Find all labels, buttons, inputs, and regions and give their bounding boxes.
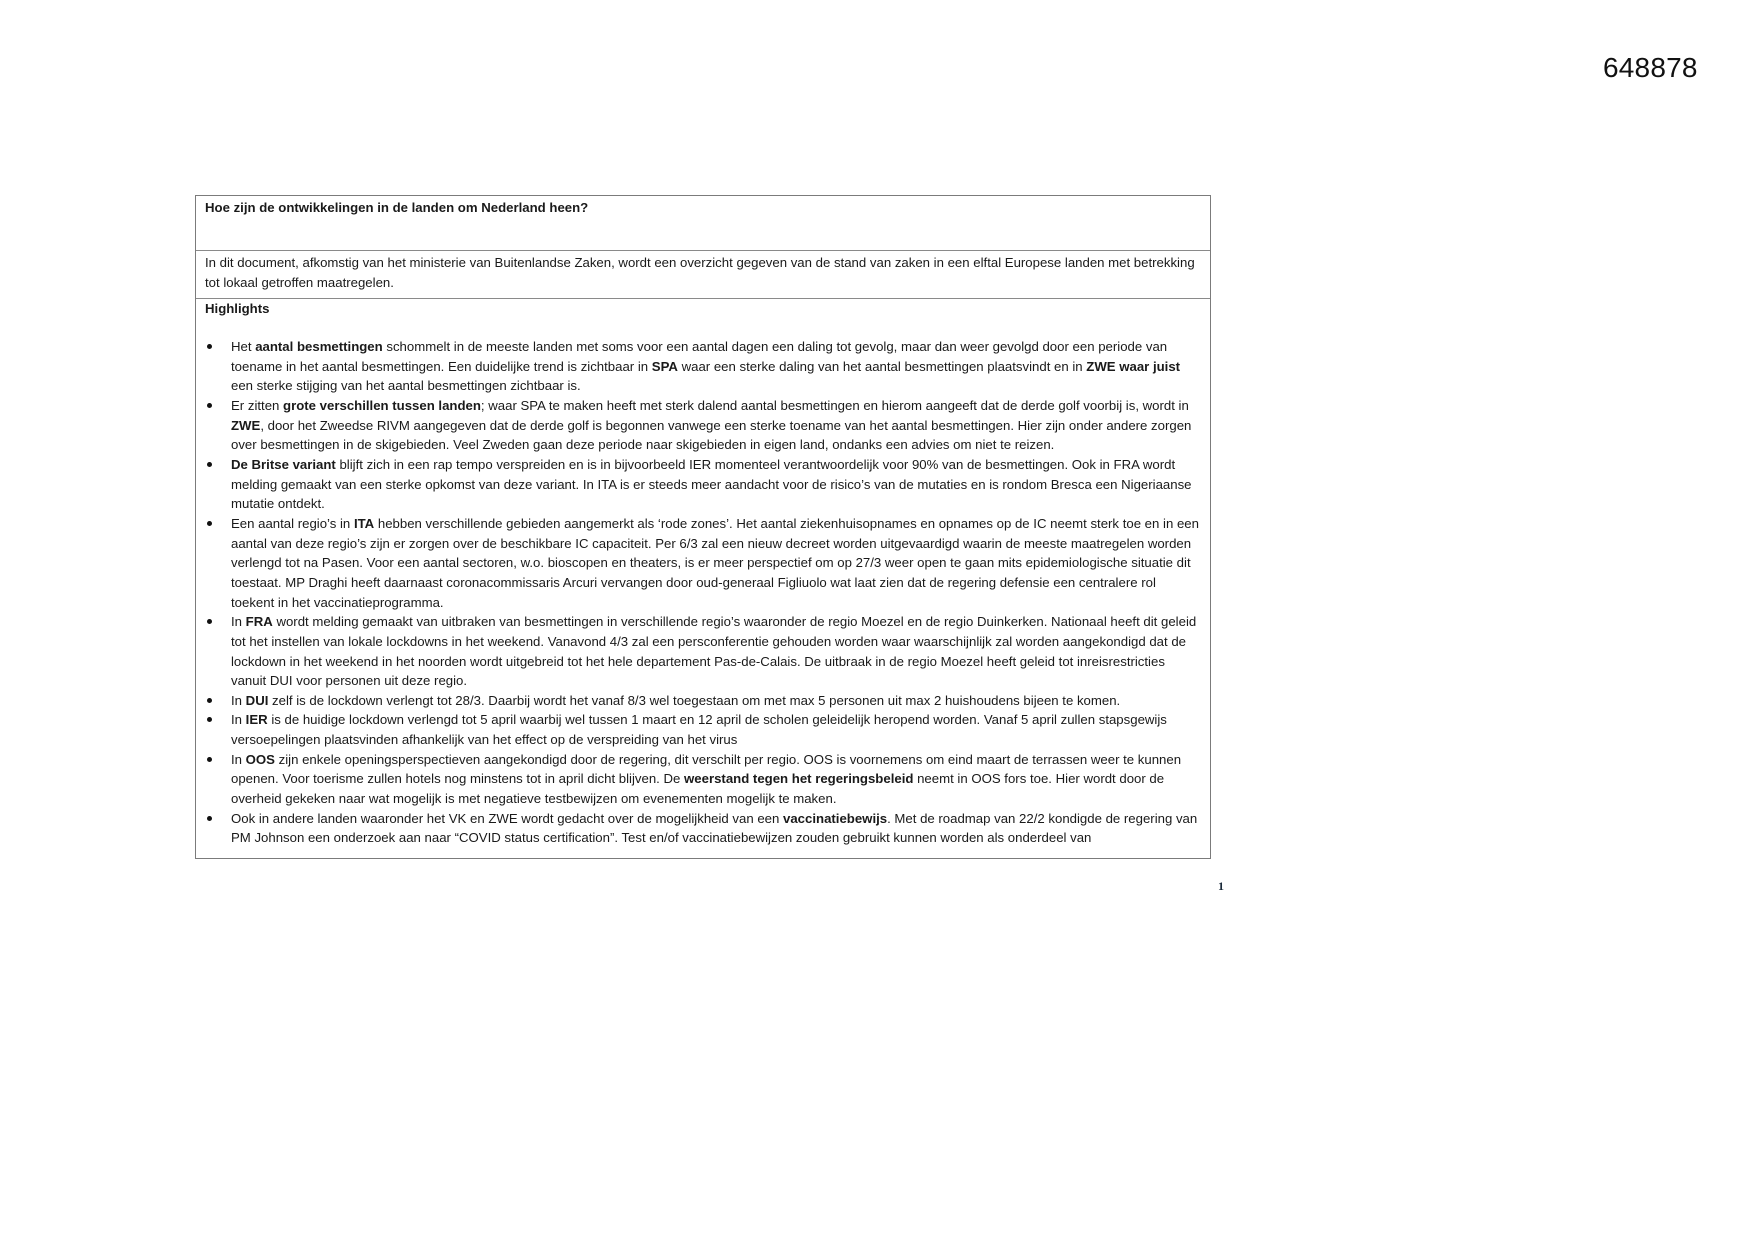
text-run: neemt in OOS fors toe. Hier wordt door de overheid gekeken naar wat mogelijk is met negatieve testbewijzen om evenementen mogelijk te maken.	[231, 771, 1165, 807]
bullet-icon	[207, 462, 212, 467]
highlight-item	[205, 337, 1201, 396]
bold-run: De Britse variant	[231, 456, 336, 472]
text-run: Het	[231, 339, 256, 354]
highlight-text	[231, 398, 1191, 452]
text-run: blijft zich in een rap tempo verspreiden en is in bijvoorbeeld IER momenteel verantwoordelijk voor 90% van de besmettingen. Ook in FRA wordt melding gemaakt van een sterke opkomst van deze variant. In ITA is er steeds meer aandacht voor de risico’s van de mutaties en is rondom Bresca een Nigeriaanse mutatie ontdekt.	[231, 456, 1192, 512]
bullet-icon	[207, 403, 212, 408]
highlight-text	[231, 693, 1120, 708]
bullet-icon	[207, 344, 212, 349]
highlight-item	[205, 691, 1201, 711]
bold-run: ITA	[353, 515, 375, 531]
text-run: is de huidige lockdown verlengd tot 5 april waarbij wel tussen 1 maart en 12 april de scholen geleidelijk heropend worden. Vanaf 5 april zullen stapsgewijs versoepelingen plaatsvinden afhankelijk van het effect op de verspreiding van het virus	[231, 712, 1167, 748]
bold-run: vaccinatiebewijs	[783, 810, 888, 826]
highlight-item	[205, 455, 1201, 514]
highlight-text	[231, 712, 1167, 747]
highlight-text	[231, 516, 1199, 610]
bold-run: aantal besmettingen	[255, 339, 383, 354]
highlight-text	[231, 457, 1192, 511]
text-run: In	[231, 712, 246, 728]
highlights-row	[196, 299, 1210, 858]
intro-row	[196, 251, 1210, 299]
highlight-item	[205, 514, 1201, 612]
bullet-icon	[207, 521, 212, 526]
text-run: . Met de roadmap van 22/2 kondigde de regering van PM Johnson een onderzoek aan naar “COVID status certification”. Test en/of vaccinatiebewijzen zouden gebruikt kunnen worden als onderdeel van	[231, 810, 1198, 846]
title-row	[196, 196, 1210, 251]
text-run: een sterke stijging van het aantal besmettingen zichtbaar is.	[231, 378, 581, 394]
text-run: In	[231, 751, 246, 767]
text-run: In	[231, 614, 246, 630]
highlight-text	[231, 339, 1180, 393]
highlight-item	[205, 612, 1201, 691]
highlight-text	[231, 811, 1197, 846]
text-run: Er zitten	[231, 397, 284, 413]
text-run: Ook in andere landen waaronder het VK en ZWE wordt gedacht over de mogelijkheid van een	[231, 810, 784, 826]
highlight-text	[231, 614, 1196, 688]
document-id: 648878	[1603, 52, 1698, 83]
overview-table	[195, 195, 1211, 859]
bold-run: ZWE	[231, 417, 261, 433]
text-run: hebben verschillende gebieden aangemerkt als ‘rode zones’. Het aantal ziekenhuisopnames en opnames op de IC neemt sterk toe en in een aantal van deze regio’s zijn er zorgen over de beschikbare IC capaciteit. Per 6/3 zal een nieuw decreet worden uitgevaardigd waarin de meeste maatregelen worden verlengd tot na Pasen. Voor een aantal sectoren, w.o. bioscopen en theaters, is er meer perspectief om op 27/3 weer open te gaan mits epidemiologische situatie dit toestaat. MP Draghi heeft daarnaast coronacommissaris Arcuri vervangen door oud-generaal Figliuolo wat laat zien dat de regering defensie een centralere rol toekent in het vaccinatieprogramma.	[231, 515, 1199, 610]
text-run: Een aantal regio’s in	[231, 515, 354, 531]
bullet-icon	[207, 816, 212, 821]
table-title: Hoe zijn de ontwikkelingen in de landen om Nederland heen?	[205, 200, 589, 215]
text-run: waar een sterke daling van het aantal besmettingen plaatsvindt en in	[677, 358, 1087, 374]
page-number: 1	[1218, 879, 1224, 893]
text-run: wordt melding gemaakt van uitbraken van besmettingen in verschillende regio’s waaronder de regio Moezel en de regio Duinkerken. Nationaal heeft dit geleid tot het instellen van lokale lockdowns in het weekend. Vanavond 4/3 zal een persconferentie gehouden worden waar waarschijnlijk zal worden aangekondigd dat de lockdown in het weekend in het noorden wordt uitgebreid tot het hele departement Pas-de-Calais. De uitbraak in de regio Moezel heeft geleid tot inreisrestricties vanuit DUI voor personen uit deze regio.	[231, 614, 1197, 689]
bold-run: SPA	[651, 358, 678, 374]
bold-run: ZWE waar juist	[1086, 358, 1181, 374]
bold-run: IER	[245, 712, 268, 728]
highlights-heading: Highlights	[205, 301, 270, 316]
bullet-icon	[207, 757, 212, 762]
bold-run: weerstand tegen het regeringsbeleid	[684, 771, 914, 787]
highlight-item	[205, 750, 1201, 809]
bold-run: grote verschillen tussen landen	[283, 397, 481, 413]
text-run: schommelt in de meeste landen met soms voor een aantal dagen een daling tot gevolg, maar dan weer gevolgd door een periode van toename in het aantal besmettingen. Een duidelijke trend is zichtbaar in	[231, 339, 1168, 374]
bullet-icon	[207, 698, 212, 703]
bold-run: OOS	[245, 751, 275, 767]
highlights-list	[205, 337, 1201, 848]
bold-run: FRA	[245, 614, 273, 630]
text-run: , door het Zweedse RIVM aangegeven dat de derde golf is begonnen vanwege een sterke toename van het aantal besmettingen. Hier zijn onder andere zorgen over besmettingen in de skigebieden. Veel Zweden gaan deze periode naar skigebieden in eigen land, ondanks een advies om niet te reizen.	[231, 417, 1192, 453]
highlight-item	[205, 396, 1201, 455]
intro-text: In dit document, afkomstig van het ministerie van Buitenlandse Zaken, wordt een overzicht gegeven van de stand van zaken in een elftal Europese landen met betrekking tot lokaal getroffen maatregelen.	[205, 255, 1195, 290]
text-run: zijn enkele openingsperspectieven aangekondigd door de regering, dit verschilt per regio. OOS is voornemens om eind maart de terrassen weer te kunnen openen. Voor toerisme zullen hotels nog minstens tot in april dicht blijven. De	[231, 751, 1182, 787]
highlight-text	[231, 752, 1181, 806]
highlight-item	[205, 809, 1201, 848]
bullet-icon	[207, 717, 212, 722]
bold-run: DUI	[245, 692, 269, 708]
text-run: zelf is de lockdown verlengt tot 28/3. Daarbij wordt het vanaf 8/3 wel toegestaan om met max 5 personen uit max 2 huishoudens bijeen te komen.	[268, 692, 1121, 708]
bullet-icon	[207, 619, 212, 624]
highlight-item	[205, 710, 1201, 749]
text-run: ; waar SPA te maken heeft met sterk dalend aantal besmettingen en hierom aangeeft dat de derde golf voorbij is, wordt in	[480, 397, 1189, 413]
text-run: In	[231, 692, 246, 708]
